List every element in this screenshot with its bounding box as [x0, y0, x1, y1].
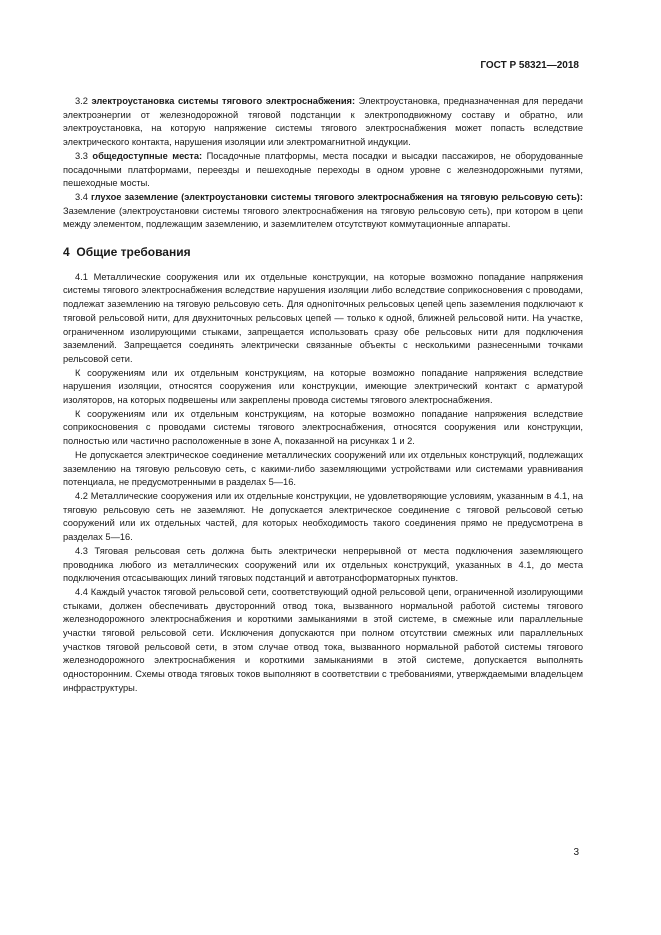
definition-3-2	[63, 95, 583, 150]
paragraph: 4.3 Тяговая рельсовая сеть должна быть электрически непрерывной от места подключения заземляющего проводника любого из металлических сооружений или их отдельных конструкций, указанных в 4.1, до места подключения отсасывающих линий тяговых подстанций и автотрансформаторных пунктов.	[63, 545, 583, 584]
definition-3-3	[63, 150, 583, 191]
document-body	[63, 95, 583, 696]
definition-text: Посадочные платформы, места посадки и высадки пассажиров, не оборудованные посадочными платформами, переезды и пешеходные переходы в одном уровне с железнодорожными путями, пешеходные мосты.	[63, 150, 583, 189]
page-number: 3	[573, 847, 579, 858]
term: глухое заземление (электроустановки системы тягового электроснабжения на тяговую рельсовую сеть):	[90, 191, 583, 202]
term: электроустановка системы тягового электроснабжения:	[91, 96, 356, 106]
definition-3-4	[63, 191, 583, 232]
definition-text: Заземление (электроустановки системы тягового электроснабжения на тяговую рельсовую сеть), при котором в цепи между элементом, подлежащим заземлению, и заземлителем отсутствуют коммутационные аппараты.	[63, 205, 583, 230]
clause-number: 3.3	[75, 150, 88, 161]
paragraph: 4.1 Металлические сооружения или их отдельные конструкции, на которые возможно попадание напряжения системы тягового электроснабжения вследствие нарушения изоляции либо вследствие соприкосновения с проводами, подлежат заземлению на тяговую рельсовую сеть. Для одноniточных рельсовых цепей цепь заземления подключают к тяговой рельсовой нити, для двухниточных рельсовых цепей — только к одной, ближней рельсовой нити. На участке, ограниченном изолирующими стыками, запрещается использовать сразу обе рельсовых нити для подключения заземлений. Запрещается соединять электрически связанные объекты с несколькими разнесенными точками рельсовой сети.	[63, 271, 583, 364]
paragraph: 4.2 Металлические сооружения или их отдельные конструкции, не удовлетворяющие условиям, указанным в 4.1, на тяговую рельсовую сеть не заземляют. Не допускается электрическое соединение с тяговой рельсовой сетью сооружений или их отдельных частей, для которых необходимость такого соединения прямо не предусмотрена в разделах 5—16.	[63, 490, 583, 543]
section-heading	[63, 246, 583, 260]
clause-number: 3.2	[75, 96, 88, 106]
definition-text: Электроустановка, предназначенная для передачи электроэнергии от железнодорожной тяговой подстанции к электроподвижному составу и обратно, или электроустановка, на которую напряжение системы тягового электроснабжения может попасть вследствие электрического контакта, нарушения изоляции или электромагнитной индукции.	[63, 96, 583, 148]
document-code: ГОСТ Р 58321—2018	[480, 60, 579, 71]
paragraph: Не допускается электрическое соединение металлических сооружений или их отдельных конструкций, подлежащих заземлению на тяговую рельсовую сеть, с какими-либо заземляющими устройствами или системами уравнивания потенциала, не предусмотренными в разделах 5—16.	[63, 449, 583, 488]
paragraph: К сооружениям или их отдельным конструкциям, на которые возможно попадание напряжения вследствие нарушения изоляции, относятся сооружения или конструкции, имеющие электрический контакт с арматурой изоляторов, на которых подвешены или закреплены провода системы тягового электроснабжения.	[63, 367, 583, 406]
clause-number: 3.4	[75, 191, 88, 202]
section-title: Общие требования	[76, 245, 191, 260]
term: общедоступные места:	[92, 150, 203, 161]
paragraph: К сооружениям или их отдельным конструкциям, на которые возможно попадание напряжения вследствие соприкосновения с проводами системы тягового электроснабжения, относятся сооружения или конструкции, полностью или частично расположенные в зоне А, показанной на рисунках 1 и 2.	[63, 408, 583, 447]
paragraph: 4.4 Каждый участок тяговой рельсовой сети, соответствующий одной рельсовой цепи, ограниченной изолирующими стыками, должен обеспечивать двусторонний отвод тока, вызванного нормальной работой системы тягового железнодорожного электроснабжения и короткими замыканиями в этой системе, в смежные или параллельные участки тяговой рельсовой сети. Исключения допускаются при полном отсутствии смежных или параллельных участков тяговой рельсовой сети, в этом случае отвод тока, вызванного нормальной работой системы тягового железнодорожного электроснабжения и короткими замыканиями в этой системе, допускается выполнять односторонним. Схемы отвода тяговых токов выполняют в соответствии с требованиями, утверждаемыми владельцем инфраструктуры.	[63, 586, 583, 693]
section-number: 4	[63, 245, 70, 260]
